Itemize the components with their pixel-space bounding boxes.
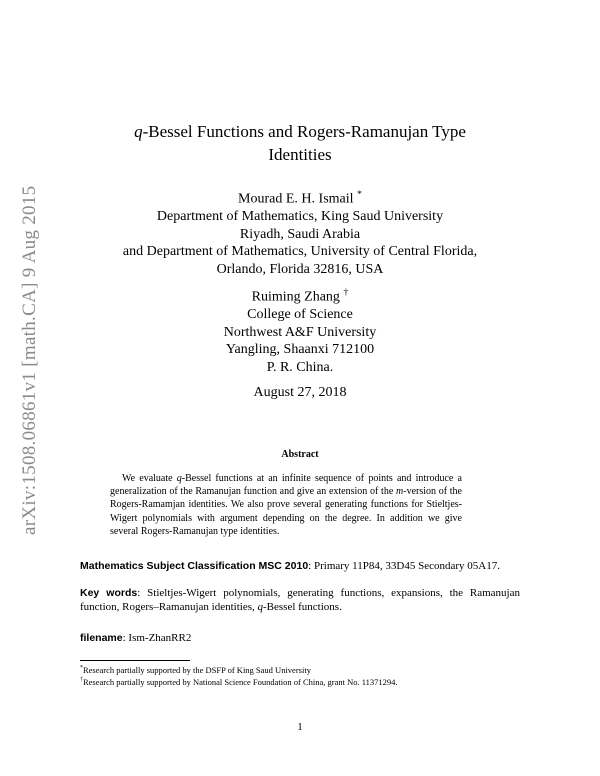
paper-title [60, 120, 540, 166]
footnote-rule [80, 660, 190, 661]
author-1-affiliation-line: Riyadh, Saudi Arabia [239, 226, 361, 242]
author-2-name: Ruiming Zhang [251, 289, 340, 305]
author-1-affiliation-line: Department of Mathematics, King Saud University [156, 209, 444, 225]
author-block [60, 186, 540, 376]
keywords: Key words: Stieltjes-Wigert polynomials, generating functions, expansions, the Ramanujan function, Rogers–Ramanujan identities, q-Bessel functions. [80, 587, 520, 613]
author-2-affiliation-line: Northwest A&F University [223, 324, 377, 340]
page-number: 1 [297, 721, 303, 733]
author-1-footnote-mark: * [357, 189, 362, 200]
footnote-2: †Research partially supported by National Science Foundation of China, grant No. 11371294. [80, 676, 398, 687]
title-line-2: Identities [268, 145, 332, 164]
msc-codes: : Primary 11P84, 33D45 Secondary 05A17. [308, 560, 500, 572]
author-1-affiliation-line: and Department of Mathematics, University of Central Florida, [122, 244, 478, 260]
keywords-label: Key words [80, 587, 138, 599]
abstract-heading: Abstract [281, 449, 319, 460]
author-1-name: Mourad E. H. Ismail [238, 191, 354, 207]
filename-line [80, 632, 520, 646]
author-2-affiliation-line: P. R. China. [266, 359, 334, 375]
author-2-affiliation-line: College of Science [247, 307, 353, 323]
author-2-footnote-mark: † [343, 287, 349, 299]
paper-date: August 27, 2018 [253, 385, 347, 400]
filename-label: filename [80, 632, 123, 644]
title-line-1: -Bessel Functions and Rogers-Ramanujan Type [142, 122, 466, 141]
abstract-text: We evaluate q-Bessel functions at an infinite sequence of points and introduce a generalization of the Ramanujan function and give an extension of the m-version of the Rogers-Ramamjan identities. We also prove several generating functions for Stieltjes-Wigert polynomials with argument depending on the degree. In addition we give several Rogers-Ramanujan type identities. [110, 473, 462, 537]
msc-label: Mathematics Subject Classification MSC 2010 [80, 560, 309, 572]
msc-classification [80, 560, 520, 574]
footnote-1: *Research partially supported by the DSFP of King Saud University [80, 664, 311, 675]
author-2-affiliation-line: Yangling, Shaanxi 712100 [225, 342, 375, 358]
filename-value: : Ism-ZhanRR2 [122, 632, 192, 644]
title-q-symbol: q [134, 122, 143, 141]
author-1-affiliation-line: Orlando, Florida 32816, USA [216, 261, 384, 277]
arxiv-identifier-stamp: arXiv:1508.06861v1 [math.CA] 9 Aug 2015 [19, 185, 40, 535]
